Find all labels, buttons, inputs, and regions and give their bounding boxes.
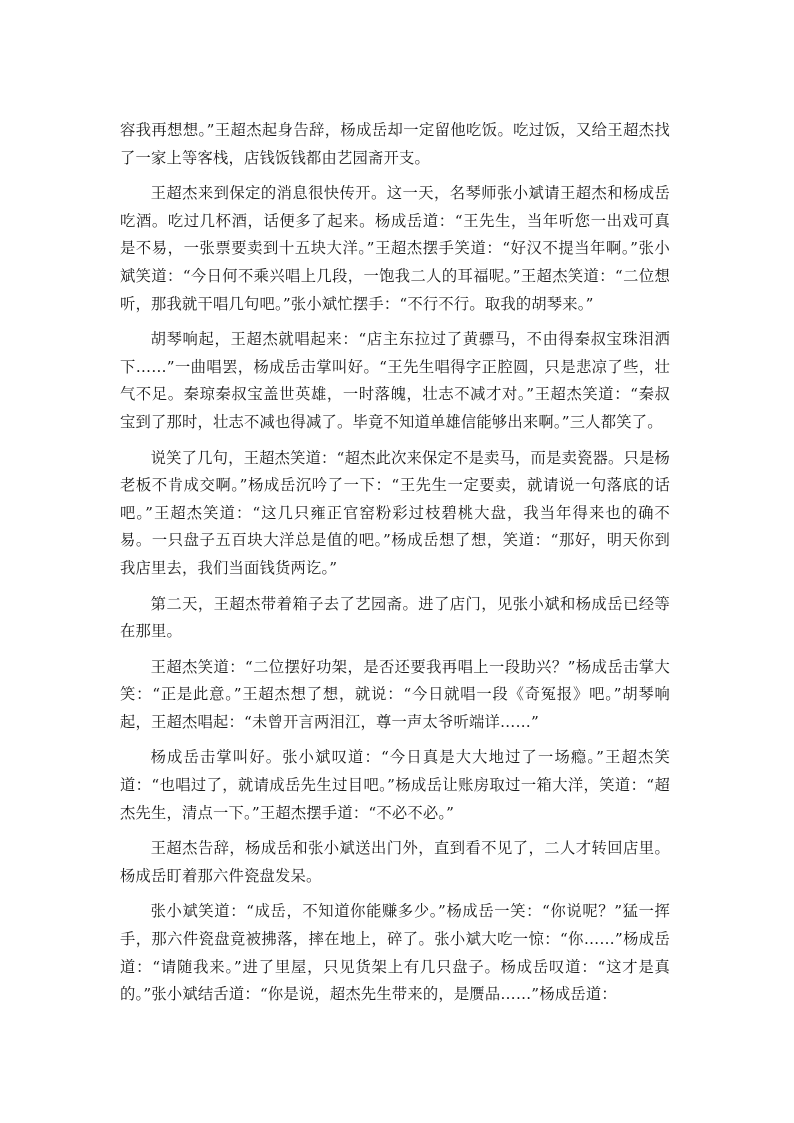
paragraph-8: 王超杰告辞，杨成岳和张小斌送出门外，直到看不见了，二人才转回店里。杨成岳盯着那六件瓷盘发呆。	[120, 839, 670, 885]
document-page	[120, 117, 670, 1017]
paragraph-1: 容我再想想。”王超杰起身告辞，杨成岳却一定留他吃饭。吃过饭，又给王超杰找了一家上等客栈，店钱饭钱都由艺园斋开支。	[120, 121, 670, 167]
paragraph-3: 胡琴响起，王超杰就唱起来：“店主东拉过了黄骠马，不由得秦叔宝珠泪洒下……”一曲唱罢，杨成岳击掌叫好。“王先生唱得字正腔圆，只是悲凉了些，壮气不足。秦琼秦叔宝盖世英雄，一时落魄，壮志不减才对。”王超杰笑道：“秦叔宝到了那时，壮志不减也得减了。毕竟不知道单雄信能够出来啊。”三人都笑了。	[120, 330, 670, 431]
paragraph-5: 第二天，王超杰带着箱子去了艺园斋。进了店门，见张小斌和杨成岳已经等在那里。	[120, 594, 670, 641]
paragraph-7: 杨成岳击掌叫好。张小斌叹道：“今日真是大大地过了一场瘾。”王超杰笑道：“也唱过了，就请成岳先生过目吧。”杨成岳让账房取过一箱大洋，笑道：“超杰先生，清点一下。”王超杰摆手道：“不必不必。”	[120, 748, 670, 822]
paragraph-6: 王超杰笑道：“二位摆好功架，是否还要我再唱上一段助兴？”杨成岳击掌大笑：“正是此意。”王超杰想了想，就说：“今日就唱一段《奇冤报》吧。”胡琴响起，王超杰唱起：“未曾开言两泪江，尊一声太爷听端详……”	[120, 657, 670, 731]
paragraph-9: 张小斌笑道：“成岳，不知道你能赚多少。”杨成岳一笑：“你说呢？”猛一挥手，那六件瓷盘竟被拂落，摔在地上，碎了。张小斌大吃一惊：“你……”杨成岳道：“请随我来。”进了里屋，只见货架上有几只盘子。杨成岳叹道：“这才是真的。”张小斌结舌道：“你是说，超杰先生带来的，是赝品……”杨成岳道：	[120, 902, 670, 1004]
paragraph-4: 说笑了几句，王超杰笑道：“超杰此次来保定不是卖马，而是卖瓷器。只是杨老板不肯成交啊。”杨成岳沉吟了一下：“王先生一定要卖，就请说一句落底的话吧。”王超杰笑道：“这几只雍正官窑粉彩过枝碧桃大盘，我当年得来也的确不易。一只盘子五百块大洋总是值的吧。”杨成岳想了想，笑道：“那好，明天你到我店里去，我们当面钱货两讫。”	[120, 448, 671, 577]
paragraph-2: 王超杰来到保定的消息很快传开。这一天，名琴师张小斌请王超杰和杨成岳吃酒。吃过几杯酒，话便多了起来。杨成岳道：“王先生，当年听您一出戏可真是不易，一张票要卖到十五块大洋。”王超杰摆手笑道：“好汉不提当年啊。”张小斌笑道：“今日何不乘兴唱上几段，一饱我二人的耳福呢。”王超杰笑道：“二位想听，那我就干唱几句吧。”张小斌忙摆手：“不行不行。取我的胡琴来。”	[120, 184, 670, 313]
